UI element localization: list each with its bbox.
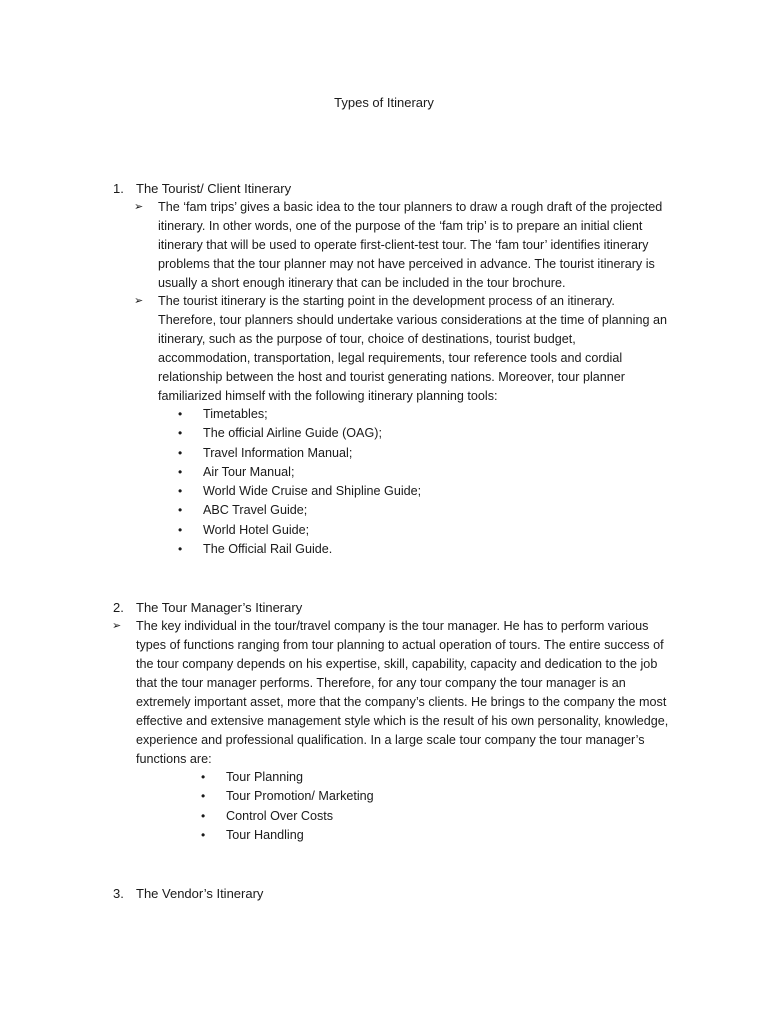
bullet-dot-icon: •	[201, 770, 206, 784]
bullet-list	[201, 768, 374, 845]
bullet-dot-icon: •	[201, 827, 206, 842]
page-title: Types of Itinerary	[334, 95, 434, 110]
bullet-dot-icon: •	[178, 464, 183, 479]
arrow-bullet-icon: ➢	[112, 620, 122, 632]
list-item: • Timetables;	[203, 405, 421, 424]
list-item: • ABC Travel Guide;	[203, 501, 421, 520]
bullet-dot-icon: •	[201, 808, 206, 823]
paragraph	[134, 292, 718, 406]
bullet-dot-icon: •	[178, 407, 183, 421]
section-title: The Vendor’s Itinerary	[136, 886, 264, 901]
list-item: • Air Tour Manual;	[203, 463, 421, 482]
paragraph	[134, 198, 718, 293]
bullet-dot-icon: •	[178, 522, 183, 537]
list-item: • Control Over Costs	[226, 807, 374, 826]
bullet-dot-icon: •	[178, 503, 183, 518]
bullet-dot-icon: •	[201, 789, 206, 804]
section-title: The Tourist/ Client Itinerary	[136, 181, 292, 196]
list-item: • World Wide Cruise and Shipline Guide;	[203, 482, 421, 501]
section-heading	[113, 884, 263, 903]
list-item: • The official Airline Guide (OAG);	[203, 424, 421, 443]
arrow-bullet-icon: ➢	[134, 295, 144, 307]
paragraph-text: The ‘fam trips’ gives a basic idea to the tour planners to draw a rough draft of the projected itinerary. In other words, one of the purpose of the ‘fam trip’ is to prepare an initial client itinerary that will be used to operate first-client-test tour. The ‘fam tour’ identifies itinerary problems that the tour planner may not have perceived in advance. The tourist itinerary is usually a short enough itinerary that can be included in the tour brochure.	[158, 200, 663, 290]
list-item: • Tour Planning	[226, 768, 374, 787]
list-item: • World Hotel Guide;	[203, 521, 421, 540]
paragraph	[112, 617, 711, 769]
arrow-bullet-icon: ➢	[134, 201, 144, 213]
bullet-list	[178, 405, 422, 559]
list-item: • The Official Rail Guide.	[203, 540, 421, 559]
list-item: • Tour Handling	[226, 826, 374, 845]
section-heading	[113, 179, 291, 198]
bullet-dot-icon: •	[178, 484, 183, 499]
section-number: 3.	[113, 886, 124, 901]
bullet-dot-icon: •	[178, 542, 183, 557]
section-number: 2.	[113, 600, 124, 615]
bullet-dot-icon: •	[178, 426, 183, 441]
list-item: • Travel Information Manual;	[203, 444, 421, 463]
paragraph-text: The key individual in the tour/travel company is the tour manager. He has to perform various types of functions ranging from tour planning to actual operation of tours. The entire success of the tour company depends on his expertise, skill, capability, capacity and dedication to the job that the tour manager performs. Therefore, for any tour company the tour manager is an extremely important asset, more that the company’s clients. He brings to the company the most effective and extensive management style which is the result of his own personality, knowledge, experience and professional qualification. In a large scale tour company the tour manager’s functions are:	[136, 619, 669, 766]
section-title: The Tour Manager’s Itinerary	[136, 600, 303, 615]
section-heading	[113, 598, 302, 617]
paragraph-text: The tourist itinerary is the starting point in the development process of an itinerary. Therefore, tour planners should undertake various considerations at the time of planning an itinerary, such as the purpose of tour, choice of destinations, tourist budget, accommodation, transportation, legal requirements, tour reference tools and cordial relationship between the host and tourist generating nations. Moreover, tour planner familiarized himself with the following itinerary planning tools:	[158, 294, 667, 403]
list-item: • Tour Promotion/ Marketing	[226, 787, 374, 806]
bullet-dot-icon: •	[178, 445, 183, 460]
section-number: 1.	[113, 181, 124, 196]
